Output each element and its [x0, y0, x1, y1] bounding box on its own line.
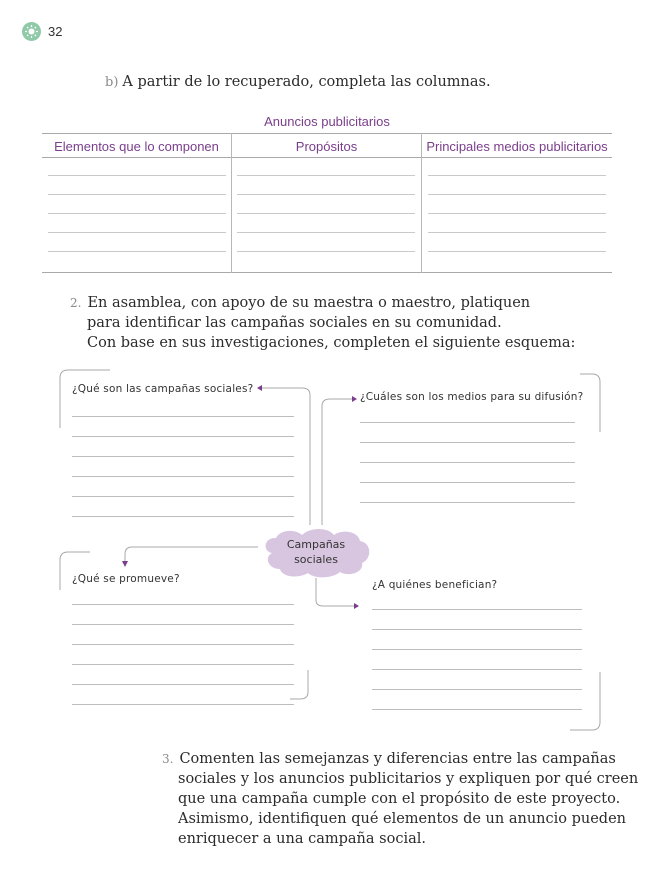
answer-line[interactable] — [360, 422, 575, 423]
item-3-line: enriquecer a una campaña social. — [178, 831, 426, 847]
item-3-line: que una campaña cumple con el propósito de este proyecto. — [178, 791, 621, 807]
column-header-media: Principales medios publicitarios — [426, 139, 608, 154]
question-media: ¿Cuáles son los medios para su difusión? — [360, 391, 584, 403]
answer-line[interactable] — [72, 436, 294, 437]
question-what-are: ¿Qué son las campañas sociales? — [72, 383, 254, 395]
answer-line[interactable] — [372, 709, 582, 710]
column-header-purposes: Propósitos — [295, 139, 358, 154]
answer-line[interactable] — [372, 649, 582, 650]
column-header-elements: Elementos que lo componen — [54, 139, 219, 154]
item-2-line: En asamblea, con apoyo de su maestra o maestro, platiquen — [87, 295, 531, 311]
answer-line[interactable] — [360, 442, 575, 443]
answer-line[interactable] — [72, 644, 294, 645]
question-beneficiaries: ¿A quiénes benefician? — [372, 579, 498, 591]
item-3-line: sociales y los anuncios publicitarios y expliquen por qué creen — [178, 771, 639, 787]
answer-line[interactable] — [72, 456, 294, 457]
question-promotes: ¿Qué se promueve? — [72, 573, 180, 585]
answer-line[interactable] — [72, 416, 294, 417]
answer-line[interactable] — [360, 482, 575, 483]
item-2-number: 2. — [70, 296, 82, 310]
answer-line[interactable] — [72, 516, 294, 517]
answer-line[interactable] — [72, 664, 294, 665]
answer-line[interactable] — [72, 704, 294, 705]
center-concept — [258, 537, 374, 567]
answer-line[interactable] — [372, 609, 582, 610]
answer-line[interactable] — [72, 624, 294, 625]
item-2-line: para identificar las campañas sociales en su comunidad. — [87, 315, 502, 331]
section-b-text: A partir de lo recuperado, completa las columnas. — [122, 74, 491, 90]
item-3-instruction — [162, 749, 638, 849]
section-b-letter: b) — [105, 75, 119, 90]
item-3-line: Comenten las semejanzas y diferencias entre las campañas — [179, 751, 616, 767]
answer-line[interactable] — [360, 462, 575, 463]
item-2-line: Con base en sus investigaciones, completen el siguiente esquema: — [87, 335, 576, 351]
answer-line[interactable] — [372, 689, 582, 690]
answer-line[interactable] — [72, 604, 294, 605]
answer-line[interactable] — [72, 496, 294, 497]
answer-line[interactable] — [72, 476, 294, 477]
answer-line[interactable] — [72, 684, 294, 685]
item-3-number: 3. — [162, 752, 174, 766]
answer-line[interactable] — [360, 502, 575, 503]
item-3-line: Asimismo, identifiquen qué elementos de un anuncio pueden — [178, 811, 627, 827]
table-title: Anuncios publicitarios — [264, 114, 390, 129]
answer-line[interactable] — [372, 669, 582, 670]
page-number: 32 — [48, 24, 63, 39]
center-concept-line: sociales — [294, 553, 338, 566]
answer-line[interactable] — [372, 629, 582, 630]
center-concept-line: Campañas — [286, 538, 346, 551]
